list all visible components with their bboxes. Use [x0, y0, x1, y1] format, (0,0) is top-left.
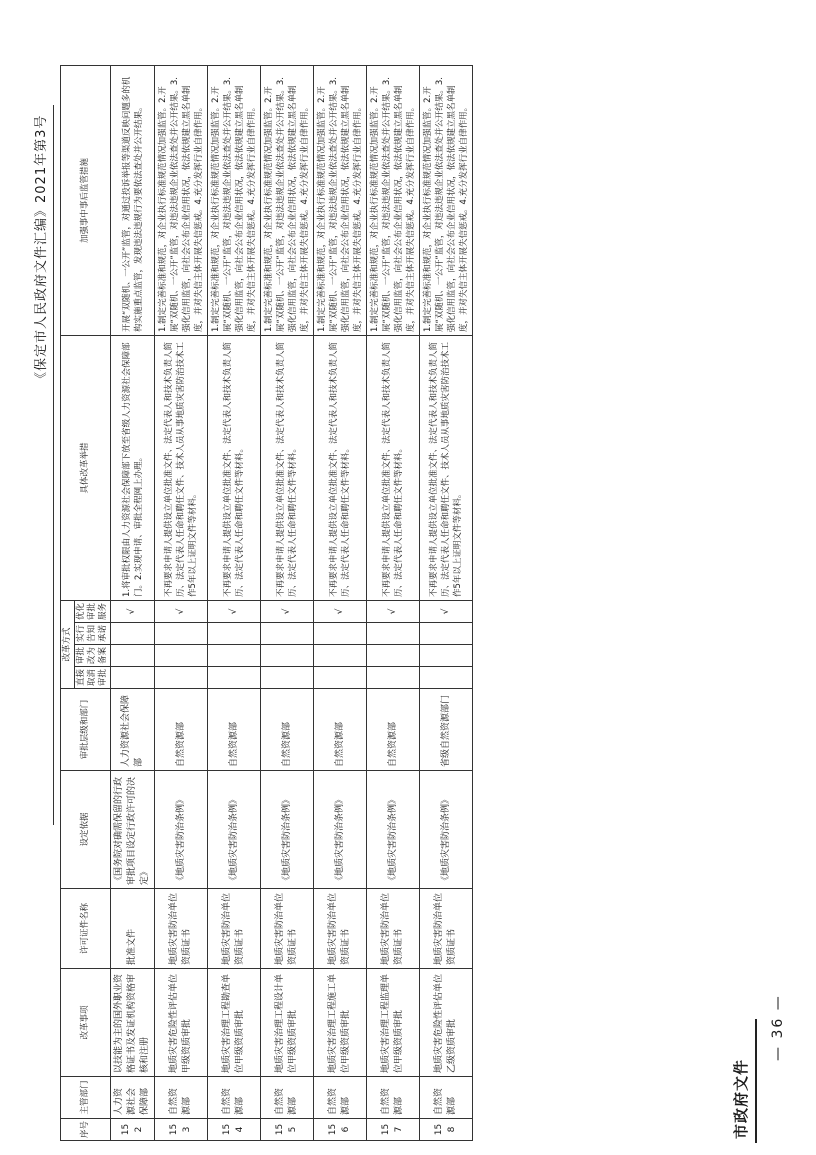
cell-seq: 154 [208, 1119, 261, 1141]
cell-mode-optimize: √ [208, 600, 261, 622]
table-row [208, 65, 261, 1140]
cell-mode-promise [155, 623, 208, 645]
cell-mode-cancel [208, 667, 261, 689]
cell-measures: 1.将审批权限由人力资源社会保障部下放至省级人力资源社会保障部门。2.实现申请、审批全程网上办理。 [111, 335, 155, 600]
cell-mode-promise [208, 623, 261, 645]
cell-supervision: 1.制定完善标准和规范，对企业执行标准规范情况加强监管。2.开展“双随机、一公开”监管，对违法违规企业依法查处并公开结果。3.强化信用监管，向社会公布企业信用状况，依法依规建立黑名单制度，并对失信主体开展失信惩戒。4.充分发挥行业自律作用。 [367, 65, 420, 335]
cell-mode-cancel [420, 667, 473, 689]
table-row [420, 65, 473, 1140]
cell-mode-optimize: √ [314, 600, 367, 622]
cell-mode-promise [367, 623, 420, 645]
cell-level: 人力资源社会保障部 [111, 689, 155, 771]
table-row [261, 65, 314, 1140]
col-seq-header: 序号 [61, 1119, 111, 1141]
cell-basis: 《地质灾害防治条例》 [367, 771, 420, 889]
cell-mode-filing [261, 645, 314, 667]
cell-mode-cancel [367, 667, 420, 689]
cell-basis: 《地质灾害防治条例》 [208, 771, 261, 889]
col-mode-promise-header: 实行告知承诺 [75, 623, 111, 645]
cell-mode-cancel [111, 667, 155, 689]
cell-mode-optimize: √ [111, 600, 155, 622]
cell-license: 地质灾害防治单位资质证书 [367, 889, 420, 969]
cell-item: 以技能为主的国外职业资格证书及发证机构资格审核和注册 [111, 969, 155, 1077]
cell-mode-filing [155, 645, 208, 667]
cell-item: 地质灾害危险性评估单位甲级资质审批 [155, 969, 208, 1077]
cell-supervision: 1.制定完善标准和规范，对企业执行标准规范情况加强监管。2.开展“双随机、一公开”监管，对违法违规企业依法查处并公开结果。3.强化信用监管，向社会公布企业信用状况，依法依规建立黑名单制度，并对失信主体开展失信惩戒。4.充分发挥行业自律作用。 [155, 65, 208, 335]
reform-table [60, 65, 473, 1141]
cell-mode-filing [420, 645, 473, 667]
cell-dept: 自然资源部 [420, 1077, 473, 1119]
cell-mode-filing [208, 645, 261, 667]
cell-mode-cancel [155, 667, 208, 689]
cell-license: 批准文件 [111, 889, 155, 969]
cell-mode-optimize: √ [367, 600, 420, 622]
cell-supervision: 1.制定完善标准和规范，对企业执行标准规范情况加强监管。2.开展“双随机、一公开”监管，对违法违规企业依法查处并公开结果。3.强化信用监管，向社会公布企业信用状况，依法依规建立黑名单制度，并对失信主体开展失信惩戒。4.充分发挥行业自律作用。 [420, 65, 473, 335]
cell-mode-promise [420, 623, 473, 645]
col-mode-filing-header: 审批改为备案 [75, 645, 111, 667]
cell-measures: 不再要求申请人提供设立单位批准文件、法定代表人和技术负责人简历、法定代表人任命和聘任文件等材料。 [261, 335, 314, 600]
cell-dept: 自然资源部 [367, 1077, 420, 1119]
cell-supervision: 1.制定完善标准和规范，对企业执行标准规范情况加强监管。2.开展“双随机、一公开”监管，对违法违规企业依法查处并公开结果。3.强化信用监管，向社会公布企业信用状况，依法依规建立黑名单制度，并对失信主体开展失信惩戒。4.充分发挥行业自律作用。 [208, 65, 261, 335]
cell-mode-promise [261, 623, 314, 645]
cell-basis: 《国务院对确需保留的行政审批项目设定行政许可的决定》 [111, 771, 155, 889]
cell-level: 自然资源部 [208, 689, 261, 771]
page-number: — 36 — [770, 994, 786, 1061]
cell-mode-optimize: √ [155, 600, 208, 622]
cell-basis: 《地质灾害防治条例》 [155, 771, 208, 889]
cell-mode-cancel [314, 667, 367, 689]
cell-license: 地质灾害防治单位资质证书 [261, 889, 314, 969]
col-mode-group-header: 改革方式 [61, 600, 75, 688]
cell-dept: 自然资源部 [261, 1077, 314, 1119]
cell-seq: 156 [314, 1119, 367, 1141]
cell-mode-cancel [261, 667, 314, 689]
cell-mode-filing [111, 645, 155, 667]
cell-level: 自然资源部 [367, 689, 420, 771]
col-item-header: 改革事项 [61, 969, 111, 1077]
journal-title: 《保定市人民政府文件汇编》2021年第3号 [30, 115, 49, 385]
cell-seq: 155 [261, 1119, 314, 1141]
cell-dept: 自然资源部 [155, 1077, 208, 1119]
cell-basis: 《地质灾害防治条例》 [314, 771, 367, 889]
cell-seq: 157 [367, 1119, 420, 1141]
cell-measures: 不再要求申请人提供设立单位批准文件、法定代表人和技术负责人简历、法定代表人任命和聘任文件、技术人员从事地质灾害防治技术工作5年以上证明文件等材料。 [420, 335, 473, 600]
cell-measures: 不再要求申请人提供设立单位批准文件、法定代表人和技术负责人简历、法定代表人任命和聘任文件等材料。 [367, 335, 420, 600]
running-header: 市政府文件 [732, 1058, 750, 1139]
cell-level: 自然资源部 [261, 689, 314, 771]
cell-dept: 自然资源部 [208, 1077, 261, 1119]
table-row [314, 65, 367, 1140]
cell-basis: 《地质灾害防治条例》 [261, 771, 314, 889]
cell-license: 地质灾害防治单位资质证书 [208, 889, 261, 969]
cell-mode-promise [111, 623, 155, 645]
cell-mode-optimize: √ [261, 600, 314, 622]
cell-measures: 不再要求申请人提供设立单位批准文件、法定代表人和技术负责人简历、法定代表人任命和聘任文件等材料。 [208, 335, 261, 600]
cell-seq: 153 [155, 1119, 208, 1141]
cell-supervision: 1.制定完善标准和规范，对企业执行标准规范情况加强监管。2.开展“双随机、一公开”监管，对违法违规企业依法查处并公开结果。3.强化信用监管，向社会公布企业信用状况，依法依规建立黑名单制度，并对失信主体开展失信惩戒。4.充分发挥行业自律作用。 [261, 65, 314, 335]
table-row [155, 65, 208, 1140]
cell-item: 地质灾害治理工程设计单位甲级资质审批 [261, 969, 314, 1077]
cell-seq: 152 [111, 1119, 155, 1141]
cell-item: 地质灾害治理工程施工单位甲级资质审批 [314, 969, 367, 1077]
table-header-row-1 [61, 65, 75, 1140]
cell-mode-optimize: √ [420, 600, 473, 622]
cell-basis: 《地质灾害防治条例》 [420, 771, 473, 889]
cell-mode-promise [314, 623, 367, 645]
table-row [367, 65, 420, 1140]
cell-license: 地质灾害防治单位资质证书 [420, 889, 473, 969]
col-mode-cancel-header: 直接取消审批 [75, 667, 111, 689]
col-level-header: 审批层级和部门 [61, 689, 111, 771]
col-basis-header: 设定依据 [61, 771, 111, 889]
cell-supervision: 1.制定完善标准和规范，对企业执行标准规范情况加强监管。2.开展“双随机、一公开”监管，对违法违规企业依法查处并公开结果。3.强化信用监管，向社会公布企业信用状况，依法依规建立黑名单制度，并对失信主体开展失信惩戒。4.充分发挥行业自律作用。 [314, 65, 367, 335]
cell-item: 地质灾害治理工程勘查单位甲级资质审批 [208, 969, 261, 1077]
cell-level: 省级自然资源部门 [420, 689, 473, 771]
cell-level: 自然资源部 [314, 689, 367, 771]
cell-seq: 158 [420, 1119, 473, 1141]
cell-supervision: 开展“双随机、一公开”监管，对通过投诉举报等渠道反映问题多的机构实施重点监管，发现违法违规行为要依法查处并公开结果。 [111, 65, 155, 335]
col-supervision-header: 加强事中事后监管措施 [61, 65, 111, 335]
col-mode-optimize-header: 优化审批服务 [75, 600, 111, 622]
cell-measures: 不再要求申请人提供设立单位批准文件、法定代表人和技术负责人简历、法定代表人任命和聘任文件等材料。 [314, 335, 367, 600]
cell-mode-filing [367, 645, 420, 667]
cell-level: 自然资源部 [155, 689, 208, 771]
cell-item: 地质灾害危险性评估单位乙级资质审批 [420, 969, 473, 1077]
col-dept-header: 主管部门 [61, 1077, 111, 1119]
cell-mode-filing [314, 645, 367, 667]
cell-license: 地质灾害防治单位资质证书 [314, 889, 367, 969]
cell-measures: 不再要求申请人提供设立单位批准文件、法定代表人和技术负责人简历、法定代表人任命和聘任文件、技术人员从事地质灾害防治技术工作5年以上证明文件等材料。 [155, 335, 208, 600]
col-license-header: 许可证件名称 [61, 889, 111, 969]
cell-license: 地质灾害防治单位资质证书 [155, 889, 208, 969]
table-row [111, 65, 155, 1140]
cell-item: 地质灾害治理工程监理单位甲级资质审批 [367, 969, 420, 1077]
cell-dept: 自然资源部 [314, 1077, 367, 1119]
col-measures-header: 具体改革举措 [61, 335, 111, 600]
cell-dept: 人力资源社会保障部 [111, 1077, 155, 1119]
